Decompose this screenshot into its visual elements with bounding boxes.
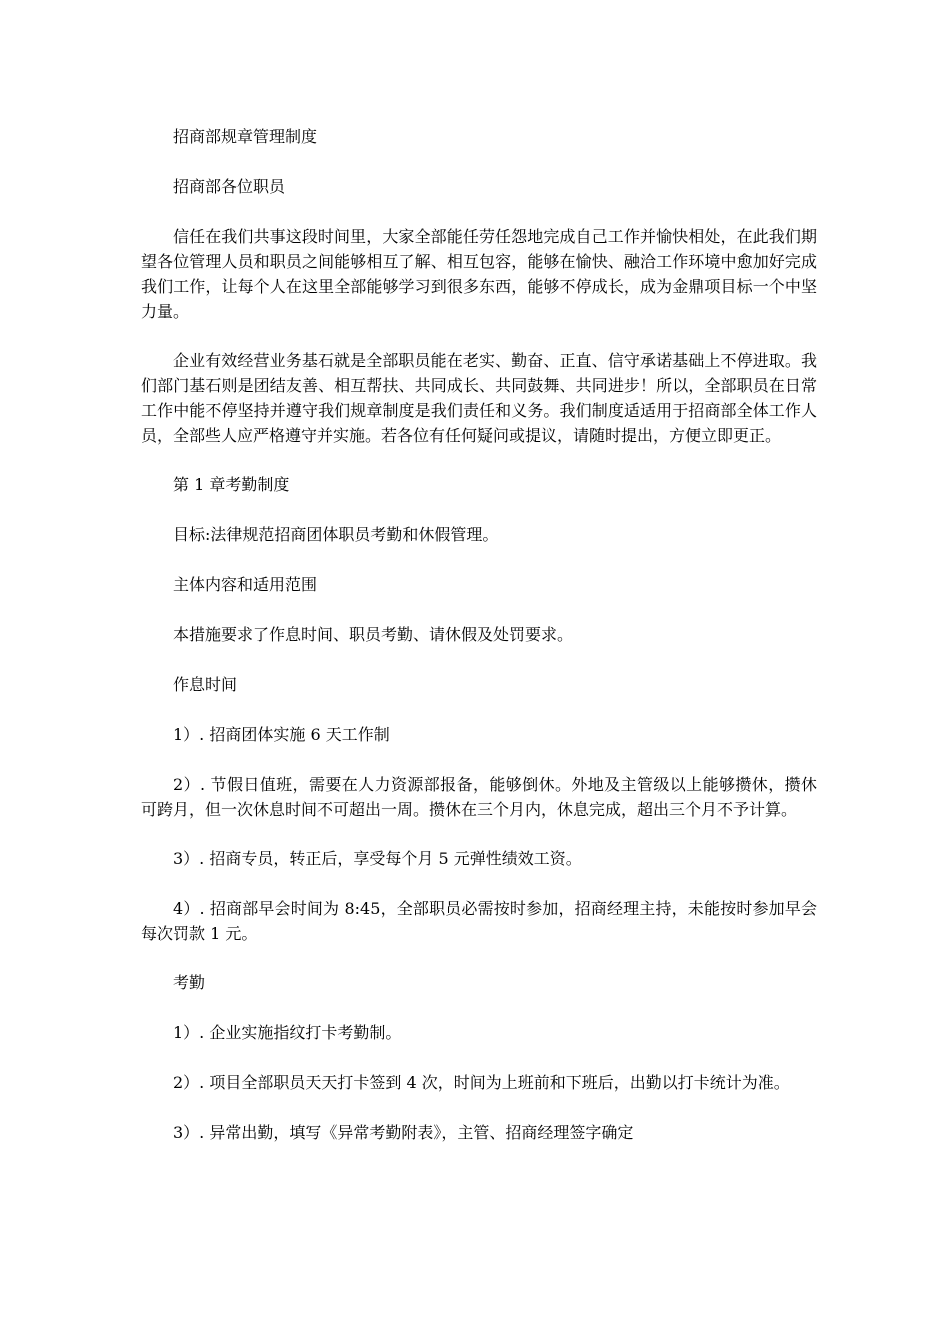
attendance-item: 2）. 项目全部职员天天打卡签到 4 次，时间为上班前和下班后，出勤以打卡统计为准。 <box>173 1073 790 1092</box>
intro-paragraph: 企业有效经营业务基石就是全部职员能在老实、勤奋、正直、信守承诺基础上不停进取。我们部门基石则是团结友善、相互帮扶、共同成长、共同鼓舞、共同进步！所以，全部职员在日常工作中能不停坚持并遵守我们规章制度是我们责任和义务。我们制度适适用于招商部全体工作人员，全部些人应严格遵守并实施。若各位有任何疑问或提议，请随时提出，方便立即更正。 <box>141 351 817 445</box>
section-heading-scope: 主体内容和适用范围 <box>173 575 318 594</box>
document-title: 招商部规章管理制度 <box>173 127 318 146</box>
scope-text: 本措施要求了作息时间、职员考勤、请休假及处罚要求。 <box>173 625 574 644</box>
attendance-item: 3）. 异常出勤，填写《异常考勤附表》，主管、招商经理签字确定 <box>173 1123 634 1142</box>
schedule-item: 2）. 节假日值班，需要在人力资源部报备，能够倒休。外地及主管级以上能够攒休，攒休可跨月，但一次休息时间不可超出一周。攒休在三个月内，休息完成，超出三个月不予计算。 <box>141 775 817 819</box>
chapter-heading: 第 1 章考勤制度 <box>173 475 290 494</box>
salutation: 招商部各位职员 <box>173 177 286 196</box>
schedule-item: 1）. 招商团体实施 6 天工作制 <box>173 725 390 744</box>
schedule-item: 4）. 招商部早会时间为 8:45，全部职员必需按时参加，招商经理主持，未能按时参加早会每次罚款 1 元。 <box>141 899 817 943</box>
section-heading-attendance: 考勤 <box>173 973 206 992</box>
schedule-item: 3）. 招商专员，转正后，享受每个月 5 元弹性绩效工资。 <box>173 849 582 868</box>
document-body <box>141 124 817 1170</box>
attendance-item: 1）. 企业实施指纹打卡考勤制。 <box>173 1023 402 1042</box>
section-heading-schedule: 作息时间 <box>173 675 238 694</box>
intro-paragraph: 信任在我们共事这段时间里，大家全部能任劳任怨地完成自己工作并愉快相处，在此我们期望各位管理人员和职员之间能够相互了解、相互包容，能够在愉快、融洽工作环境中愈加好完成我们工作，让每个人在这里全部能够学习到很多东西，能够不停成长，成为金鼎项目标一个中坚力量。 <box>141 227 817 321</box>
chapter-goal: 目标:法律规范招商团体职员考勤和休假管理。 <box>173 525 499 544</box>
